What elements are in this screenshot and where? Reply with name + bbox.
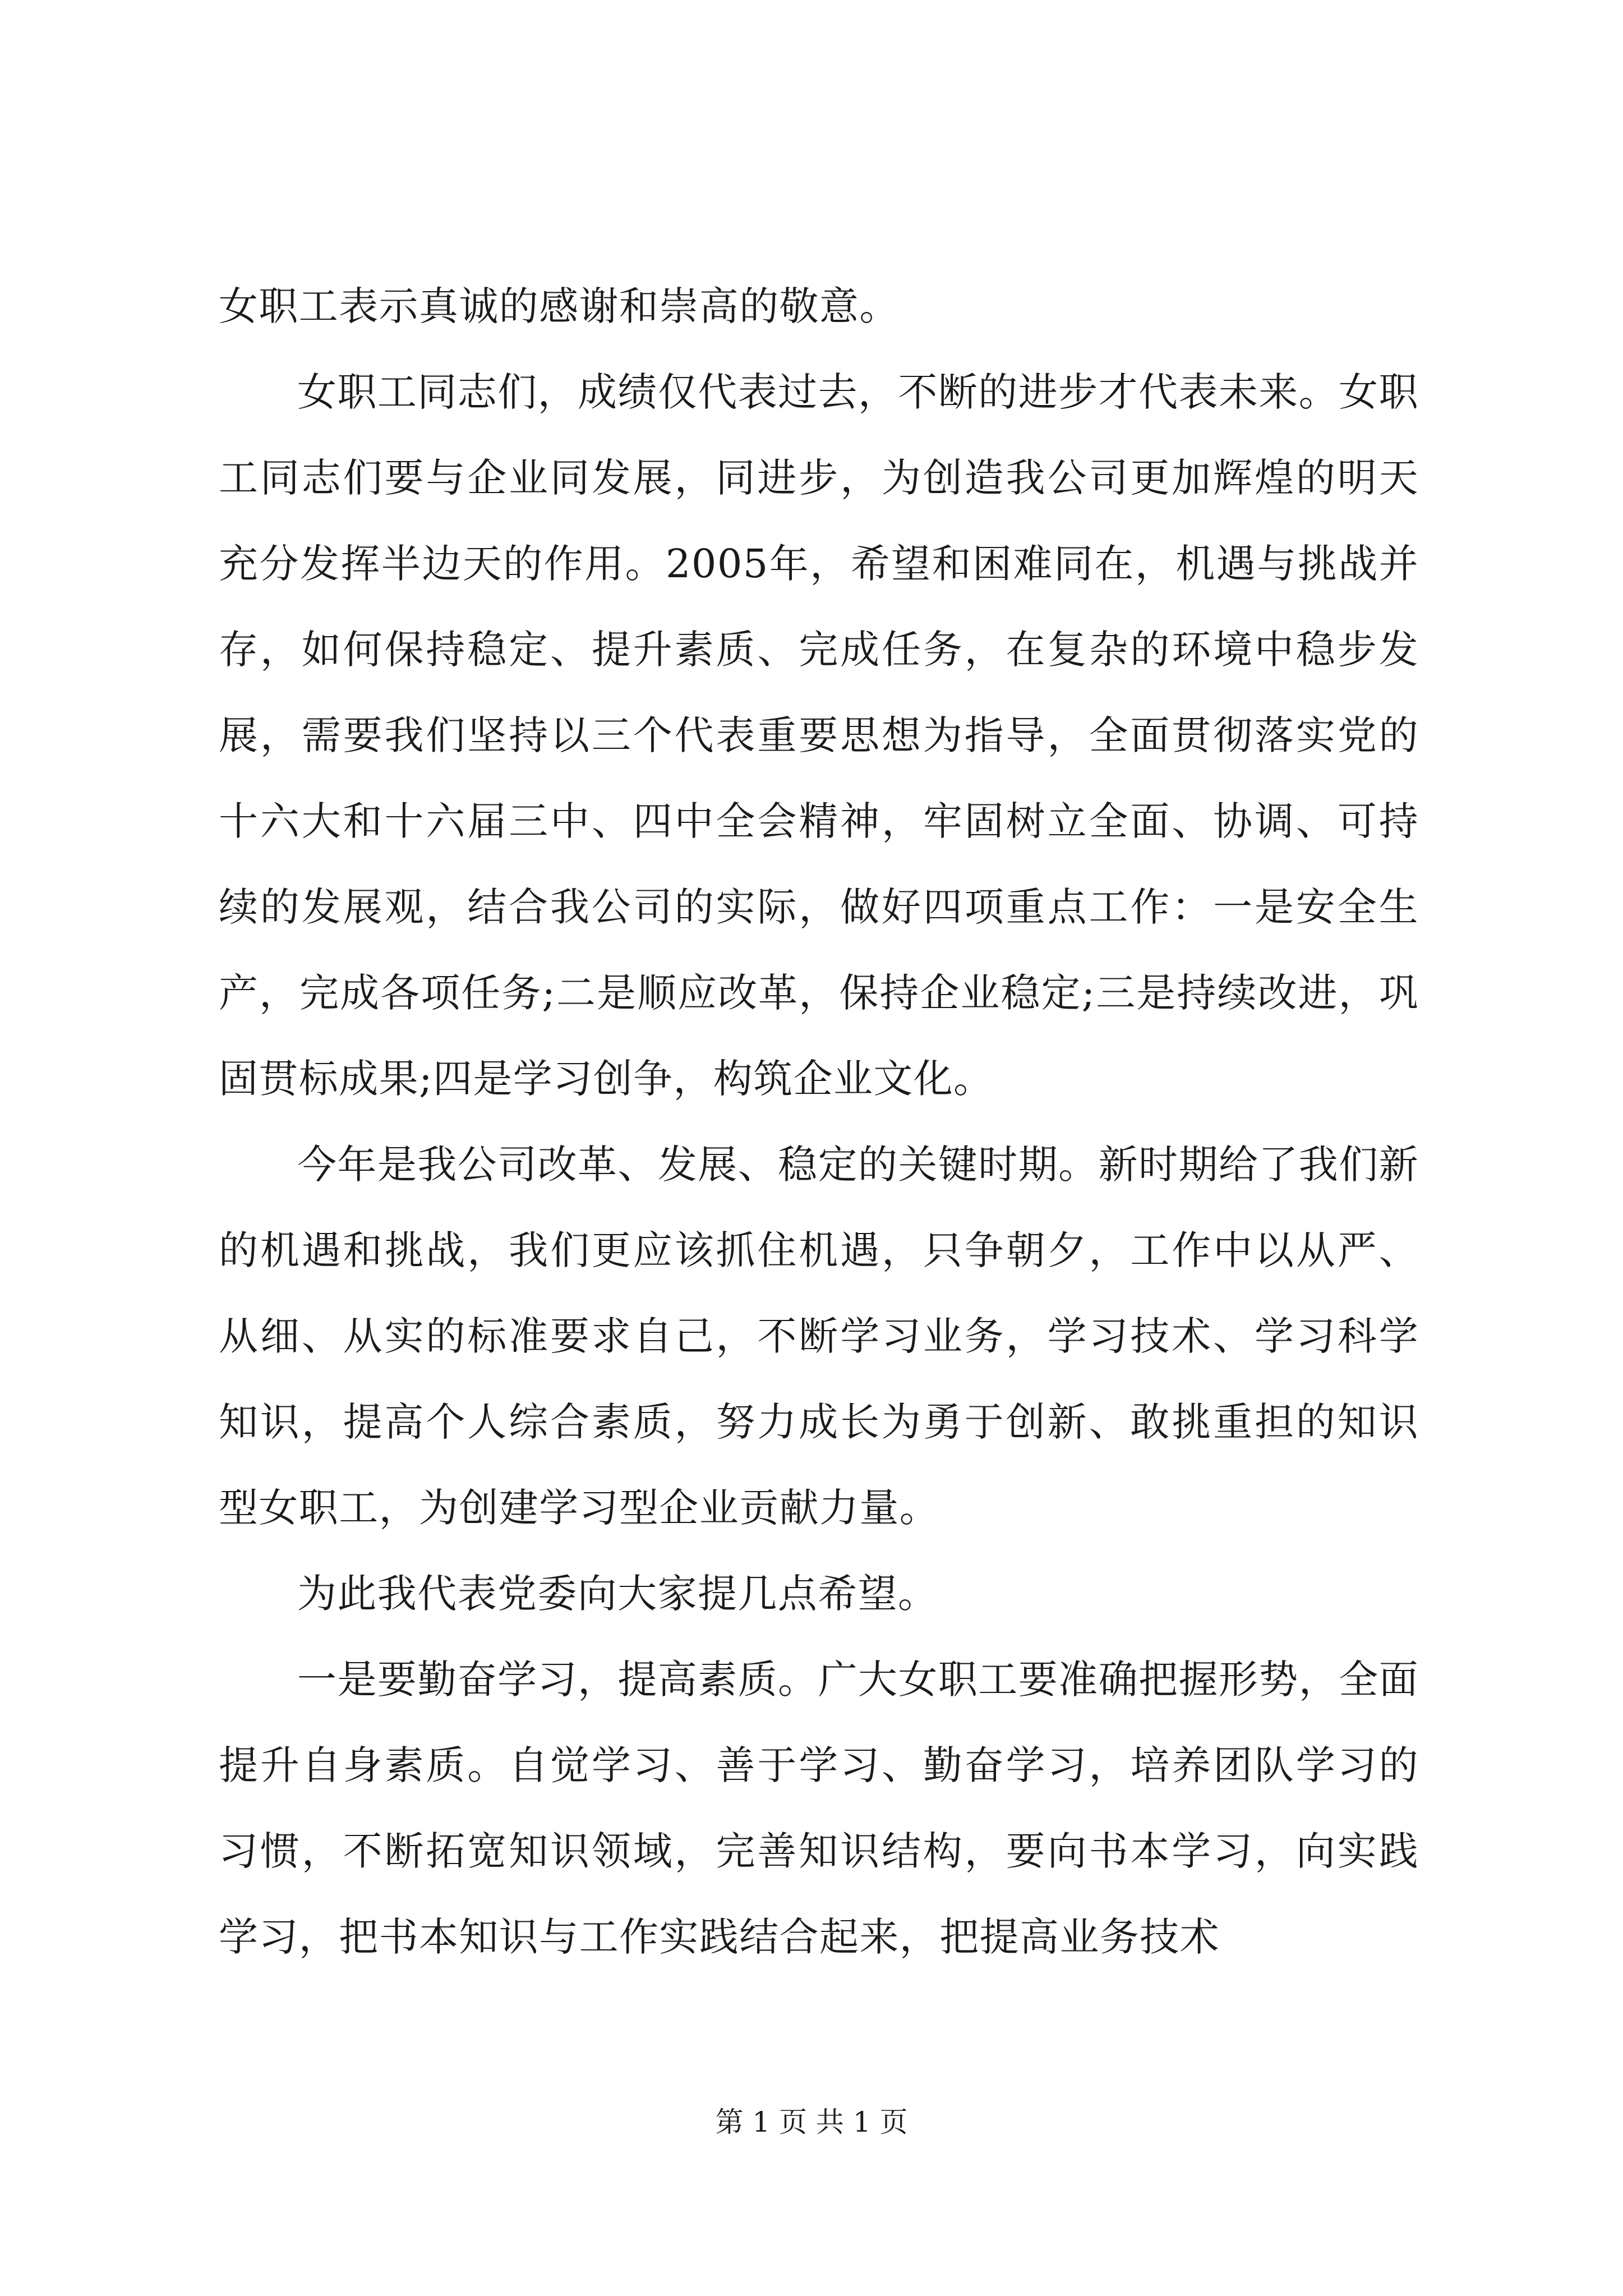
page-number-footer: 第 1 页 共 1 页: [715, 2106, 908, 2138]
paragraph-3: 今年是我公司改革、发展、稳定的关键时期。新时期给了我们新的机遇和挑战，我们更应该抓住机遇，只争朝夕，工作中以从严、从细、从实的标准要求自己，不断学习业务，学习技术、学习科学知识，提高个人综合素质，努力成长为勇于创新、敢挑重担的知识型女职工，为创建学习型企业贡献力量。: [219, 1142, 1419, 1531]
paragraph-2: 女职工同志们，成绩仅代表过去，不断的进步才代表未来。女职工同志们要与企业同发展，同进步，为创造我公司更加辉煌的明天充分发挥半边天的作用。2005年，希望和困难同在，机遇与挑战并存，如何保持稳定、提升素质、完成任务，在复杂的环境中稳步发展，需要我们坚持以三个代表重要思想为指导，全面贯彻落实党的十六大和十六届三中、四中全会精神，牢固树立全面、协调、可持续的发展观，结合我公司的实际，做好四项重点工作：一是安全生产，完成各项任务;二是顺应改革，保持企业稳定;三是持续改进，巩固贯标成果;四是学习创争，构筑企业文化。: [219, 369, 1419, 1102]
document-body: [219, 264, 1419, 1980]
paragraph-1: 女职工表示真诚的感谢和崇高的敬意。: [219, 283, 900, 329]
paragraph-5: 一是要勤奋学习，提高素质。广大女职工要准确把握形势，全面提升自身素质。自觉学习、善于学习、勤奋学习，培养团队学习的习惯，不断拓宽知识领域，完善知识结构，要向书本学习，向实践学习，把书本知识与工作实践结合起来，把提高业务技术: [219, 1657, 1419, 1960]
paragraph-4: 为此我代表党委向大家提几点希望。: [297, 1571, 938, 1617]
